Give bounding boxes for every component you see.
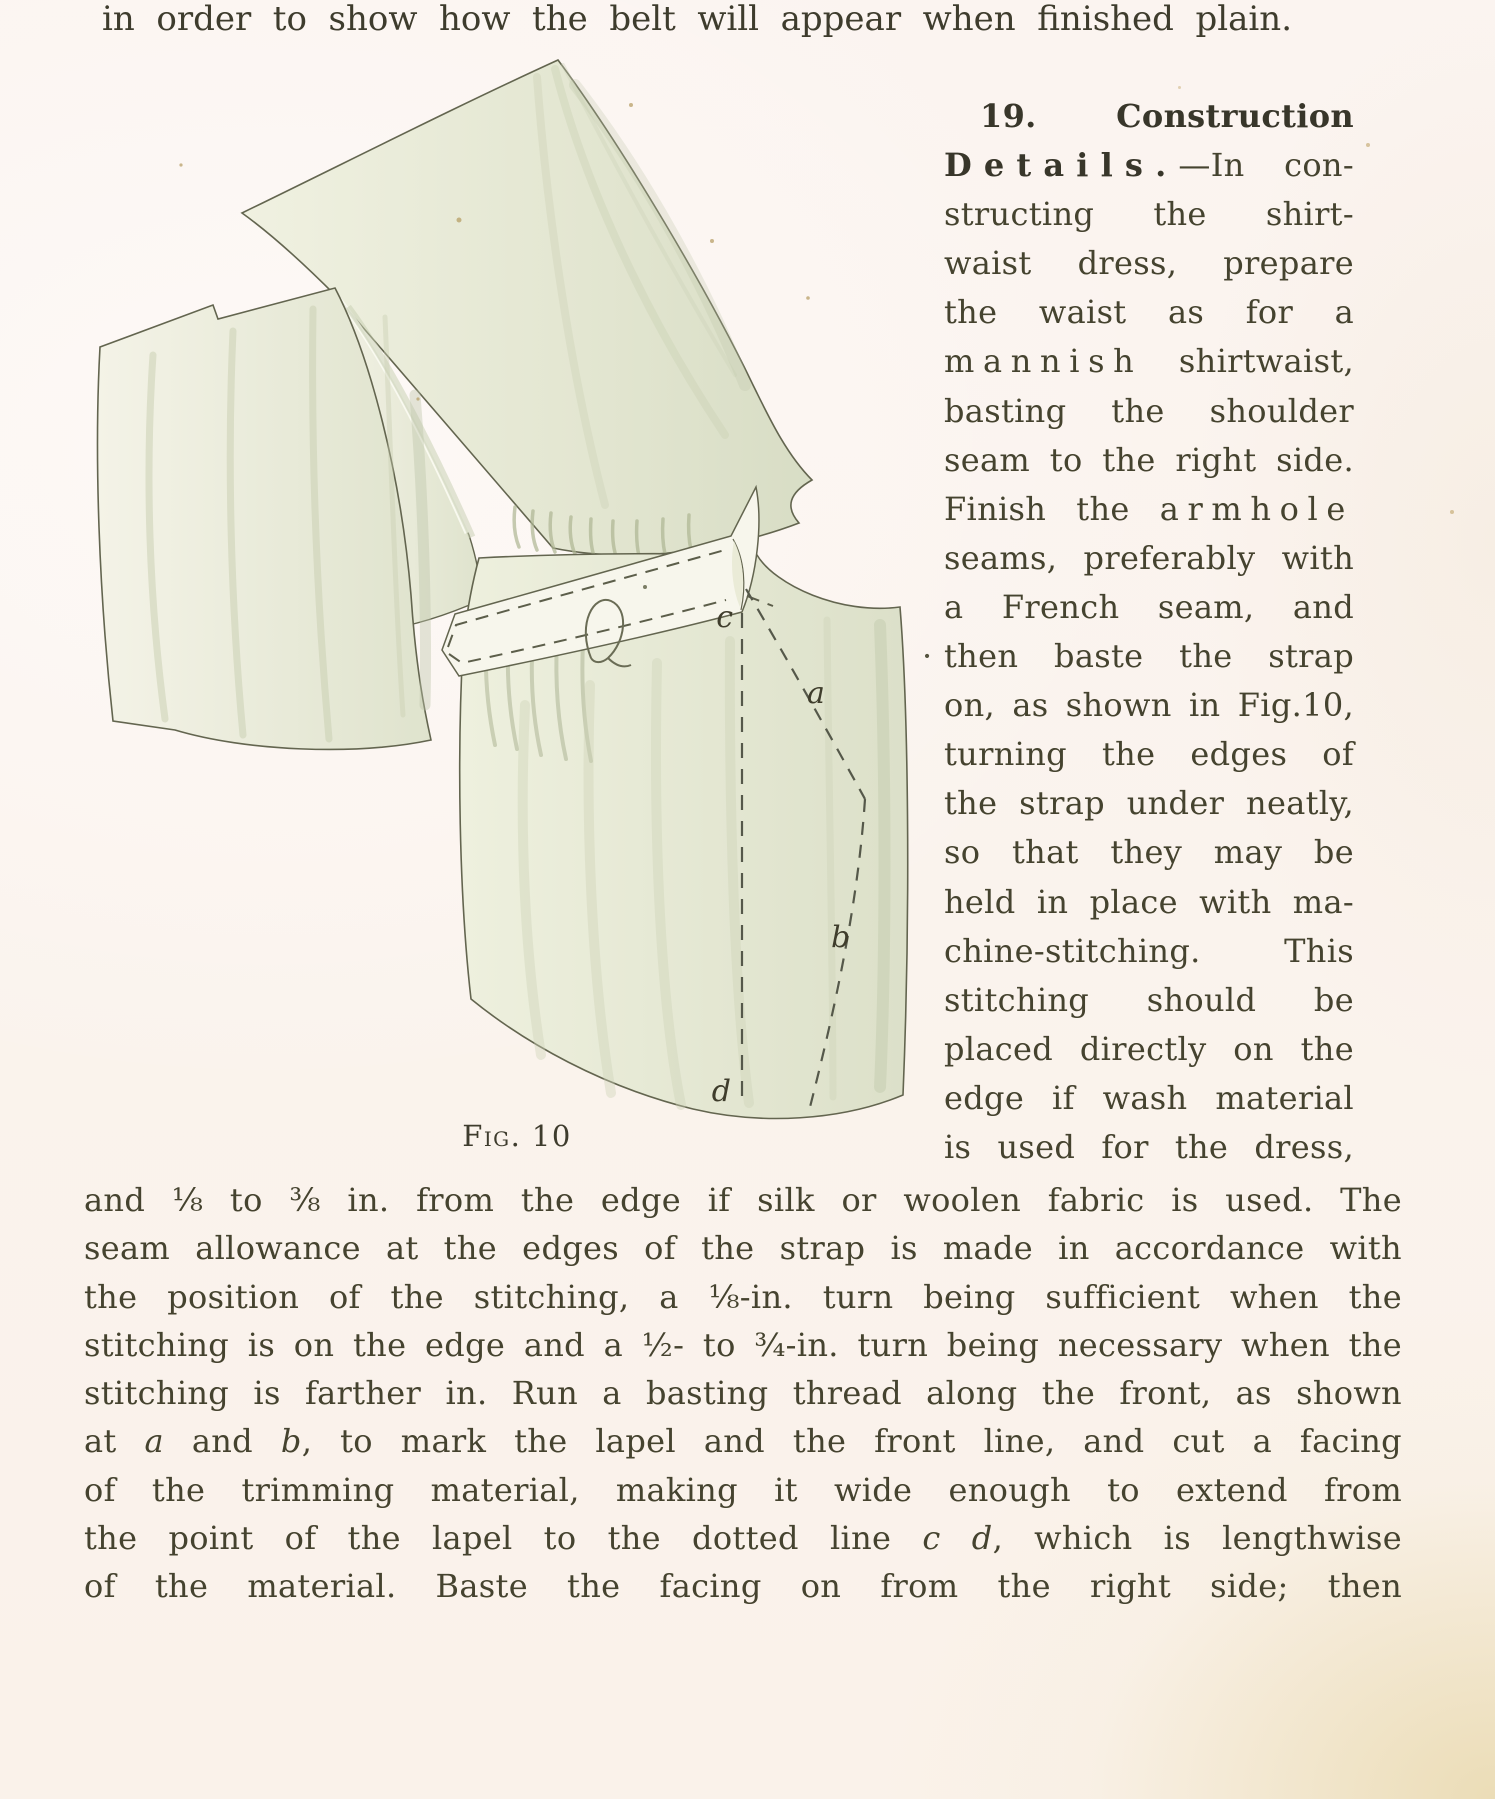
text-line: stitching is farther in. Run a basting thread along the front, as shown <box>84 1374 1402 1413</box>
text-line: turning the edges of <box>944 735 1354 774</box>
text-line: mannish shirtwaist, <box>944 342 1354 381</box>
text-line: edge if wash material <box>944 1078 1354 1117</box>
text-line: the position of the stitching, a ⅛-in. turn being sufficient when the <box>84 1277 1402 1316</box>
text-line: seams, preferably with <box>944 538 1354 577</box>
text-line: is used for the dress, <box>944 1127 1354 1166</box>
label-c: c <box>716 600 733 635</box>
text-line: structing the shirt- <box>944 195 1354 234</box>
paper-speck <box>1450 510 1454 514</box>
text-line: stitching is on the edge and a ½- to ¾-in. turn being necessary when the <box>84 1325 1402 1364</box>
top-partial-text-line: in order to show how the belt will appear when finished plain. <box>102 0 1292 39</box>
text-line: placed directly on the <box>944 1029 1354 1068</box>
text-line: the strap under neatly, <box>944 784 1354 823</box>
label-b: b <box>831 920 851 955</box>
text-line: on, as shown in Fig.10, <box>944 686 1354 725</box>
text-line: seam allowance at the edges of the strap is made in accordance with <box>84 1229 1402 1268</box>
text-line: the waist as for a <box>944 293 1354 332</box>
text-line: · then baste the strap <box>944 632 1354 681</box>
label-a: a <box>807 676 825 711</box>
text-line: seam to the right side. <box>944 440 1354 479</box>
text-line: held in place with ma- <box>944 882 1354 921</box>
text-line: so that they may be <box>944 833 1354 872</box>
paper-speck <box>1366 143 1370 147</box>
text-line: basting the shoulder <box>944 391 1354 430</box>
text-line: Details.—In con- <box>944 146 1354 185</box>
figure-caption: Fig. 10 <box>462 1119 572 1153</box>
text-line: a French seam, and <box>944 587 1354 626</box>
text-line: chine-stitching. This <box>944 931 1354 970</box>
text-line: stitching should be <box>944 980 1354 1019</box>
right-text-column <box>944 92 1354 1172</box>
text-line: 19. Construction <box>980 97 1354 135</box>
figure-10-illustration <box>85 55 920 1135</box>
text-line: the point of the lapel to the dotted line c d, which is lengthwise <box>84 1519 1402 1558</box>
text-line: of the trimming material, making it wide enough to extend from <box>84 1470 1402 1509</box>
bottom-paragraph <box>84 1176 1402 1611</box>
text-line: at a and b, to mark the lapel and the front line, and cut a facing <box>84 1422 1402 1461</box>
text-line: of the material. Baste the facing on from the right side; then <box>84 1567 1402 1606</box>
text-line: and ⅛ to ⅜ in. from the edge if silk or woolen fabric is used. The <box>84 1181 1402 1219</box>
text-line: waist dress, prepare <box>944 244 1354 283</box>
text-line: Finish the armhole <box>944 489 1354 528</box>
paper-speck <box>1178 86 1181 89</box>
label-d: d <box>711 1074 731 1109</box>
